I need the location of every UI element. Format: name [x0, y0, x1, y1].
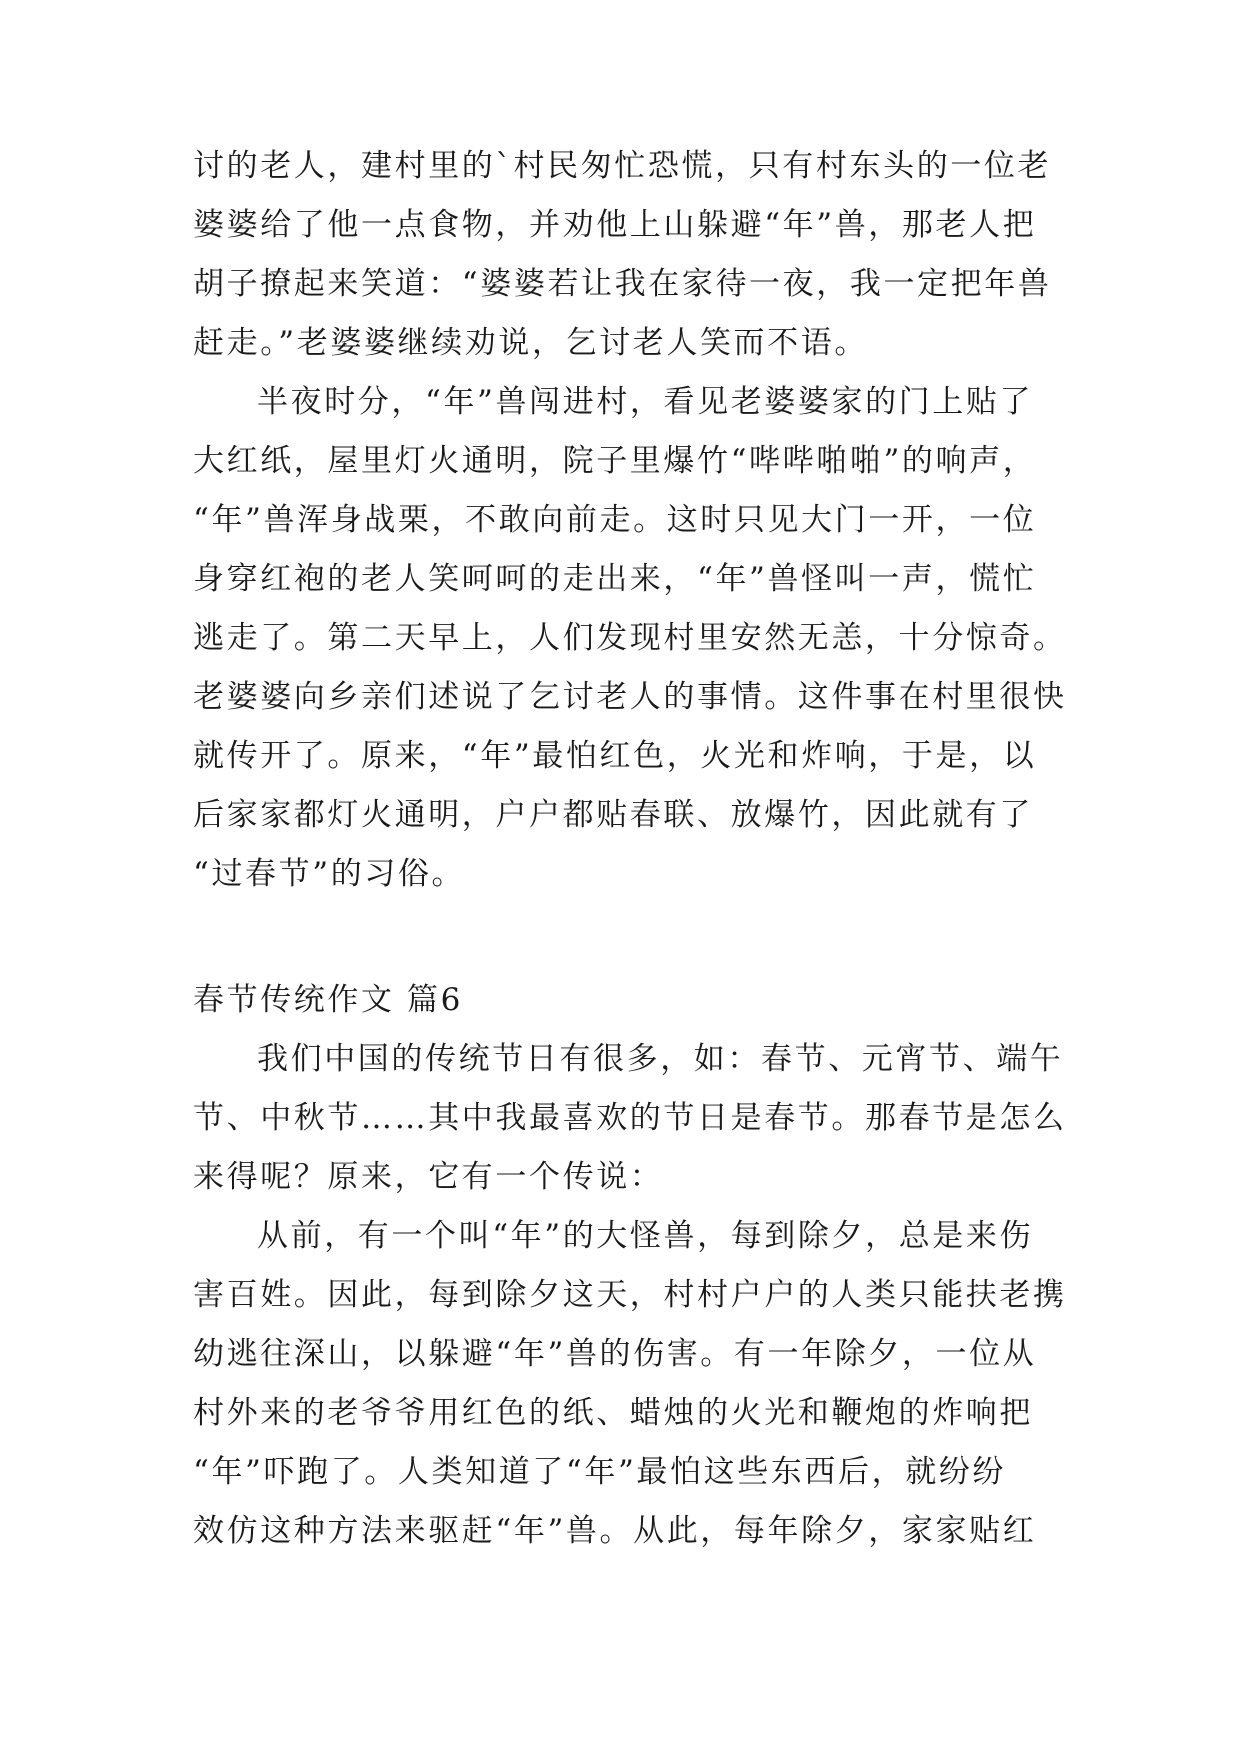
text-line: 幼逃往深山，以躲避“年”兽的伤害。有一年除夕，一位从: [193, 1336, 1037, 1372]
text-line: 大红纸，屋里灯火通明，院子里爆竹“哔哔啪啪”的响声，: [193, 443, 1037, 479]
text-line: “年”吓跑了。人类知道了“年”最怕这些东西后，就纷纷: [193, 1454, 1006, 1490]
text-line: 婆婆给了他一点食物，并劝他上山躲避“年”兽，那老人把: [193, 207, 1037, 243]
text-line: 就传开了。原来，“年”最怕红色，火光和炸响，于是，以: [193, 738, 1037, 774]
text-line: 害百姓。因此，每到除夕这天，村村户户的人类只能扶老携: [193, 1277, 1067, 1313]
text-line: 赶走。”老婆婆继续劝说，乞讨老人笑而不语。: [193, 325, 868, 361]
text-line: “过春节”的习俗。: [193, 856, 466, 892]
text-line: 效仿这种方法来驱赶“年”兽。从此，每年除夕，家家贴红: [193, 1513, 1037, 1549]
text-line: 节、中秋节……其中我最喜欢的节日是春节。那春节是怎么: [193, 1100, 1067, 1136]
text-line: 后家家都灯火通明，户户都贴春联、放爆竹，因此就有了: [193, 797, 1033, 833]
text-line: “年”兽浑身战栗，不敢向前走。这时只见大门一开，一位: [193, 502, 1037, 538]
text-line: 来得呢？原来，它有一个传说：: [193, 1159, 664, 1195]
text-line: 身穿红袍的老人笑呵呵的走出来，“年”兽怪叫一声，慌忙: [193, 561, 1037, 597]
text-line: 胡子撩起来笑道：“婆婆若让我在家待一夜，我一定把年兽: [193, 266, 1052, 302]
paragraph-start-line: 从前，有一个叫“年”的大怪兽，每到除夕，总是来伤: [257, 1218, 1034, 1254]
text-line: 老婆婆向乡亲们述说了乞讨老人的事情。这件事在村里很快: [193, 679, 1067, 715]
paragraph-start-line: 我们中国的传统节日有很多，如：春节、元宵节、端午: [257, 1041, 1064, 1077]
text-line: 讨的老人，建村里的`村民匆忙恐慌，只有村东头的一位老: [193, 148, 1052, 184]
section-heading: 春节传统作文 篇6: [193, 982, 463, 1018]
text-line: 村外来的老爷爷用红色的纸、蜡烛的火光和鞭炮的炸响把: [193, 1395, 1033, 1431]
text-line: 逃走了。第二天早上，人们发现村里安然无恙，十分惊奇。: [193, 620, 1067, 656]
paragraph-start-line: 半夜时分，“年”兽闯进村，看见老婆婆家的门上贴了: [257, 384, 1034, 420]
